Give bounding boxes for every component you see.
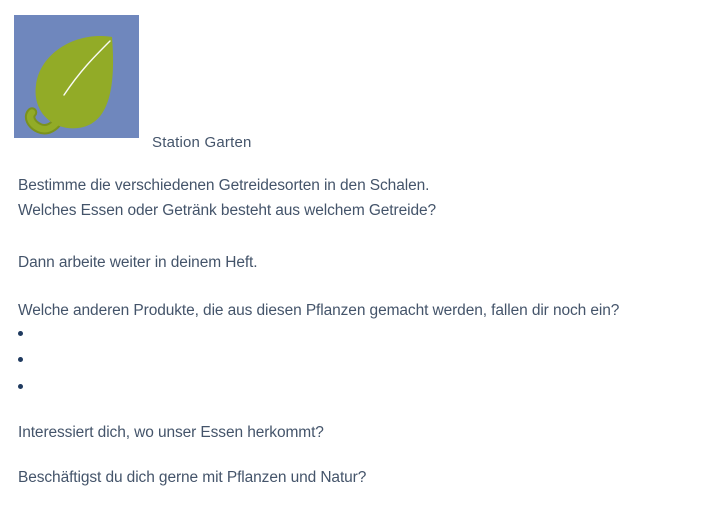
intro-text-line2: Welches Essen oder Getränk besteht aus welchem Getreide? [18, 202, 437, 219]
bullet-dot-icon [18, 357, 23, 362]
bullet-dot-icon [18, 384, 23, 389]
page-title: Station Garten [152, 134, 252, 151]
question-nature-text: Beschäftigst du dich gerne mit Pflanzen und Natur? [18, 469, 367, 486]
empty-bullet-list [18, 320, 33, 400]
question-products-text: Welche anderen Produkte, die aus diesen Pflanzen gemacht werden, fallen dir noch ein? [18, 302, 620, 319]
bullet-dot-icon [18, 331, 23, 336]
station-garten-logo [14, 15, 139, 138]
bullet-item [18, 347, 33, 374]
question-food-origin-text: Interessiert dich, wo unser Essen herkommt? [18, 424, 324, 441]
bullet-item [18, 320, 33, 347]
bullet-item [18, 373, 33, 400]
intro-text-line1: Bestimme die verschiedenen Getreidesorten in den Schalen. [18, 177, 430, 194]
instruction-text: Dann arbeite weiter in deinem Heft. [18, 254, 258, 271]
leaf-icon [14, 15, 139, 138]
